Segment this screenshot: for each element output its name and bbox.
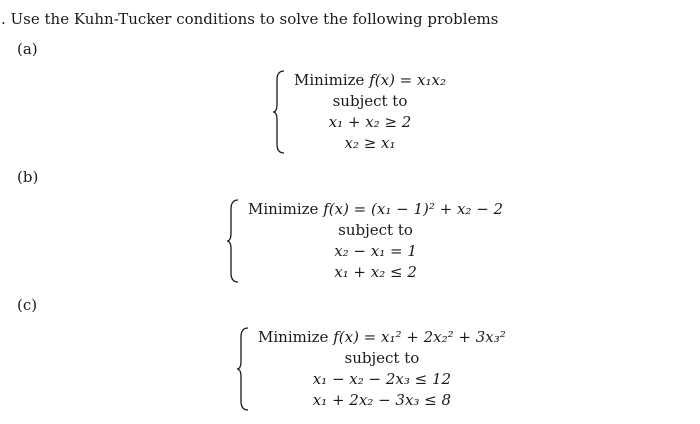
constraint-2: x₁ + 2x₂ − 3x₃ ≤ 8 [312, 391, 452, 409]
problem-b [226, 199, 503, 283]
part-label-b: (b) [17, 168, 39, 186]
constraint-2: x₂ ≥ x₁ [344, 134, 396, 152]
constraint-1: x₁ + x₂ ≥ 2 [328, 113, 412, 131]
objective-formula: f(x) = (x₁ − 1)² + x₂ − 2 [323, 200, 504, 218]
part-label-c: (c) [17, 296, 38, 314]
objective-formula: f(x) = x₁² + 2x₂² + 3x₃² [333, 328, 506, 346]
constraint-1: x₂ − x₁ = 1 [334, 242, 417, 260]
subject-to-label: subject to [338, 221, 413, 239]
constraint-2: x₁ + x₂ ≤ 2 [334, 263, 417, 281]
objective-line: Minimize f(x) = x₁² + 2x₂² + 3x₃² [258, 328, 506, 346]
objective-line: Minimize f(x) = (x₁ − 1)² + x₂ − 2 [248, 200, 504, 218]
problem-intro: . Use the Kuhn-Tucker conditions to solve the following problems [1, 10, 499, 28]
problem-a [272, 70, 446, 154]
brace-icon [236, 327, 250, 411]
subject-to-label: subject to [332, 92, 408, 110]
part-label-a: (a) [17, 40, 38, 58]
brace-icon [226, 199, 240, 283]
objective-line: Minimize f(x) = x₁x₂ [294, 71, 446, 89]
subject-to-label: subject to [344, 349, 420, 367]
problem-c [236, 327, 506, 411]
brace-icon [272, 70, 286, 154]
objective-formula: f(x) = x₁x₂ [369, 71, 446, 89]
constraint-1: x₁ − x₂ − 2x₃ ≤ 12 [312, 370, 452, 388]
